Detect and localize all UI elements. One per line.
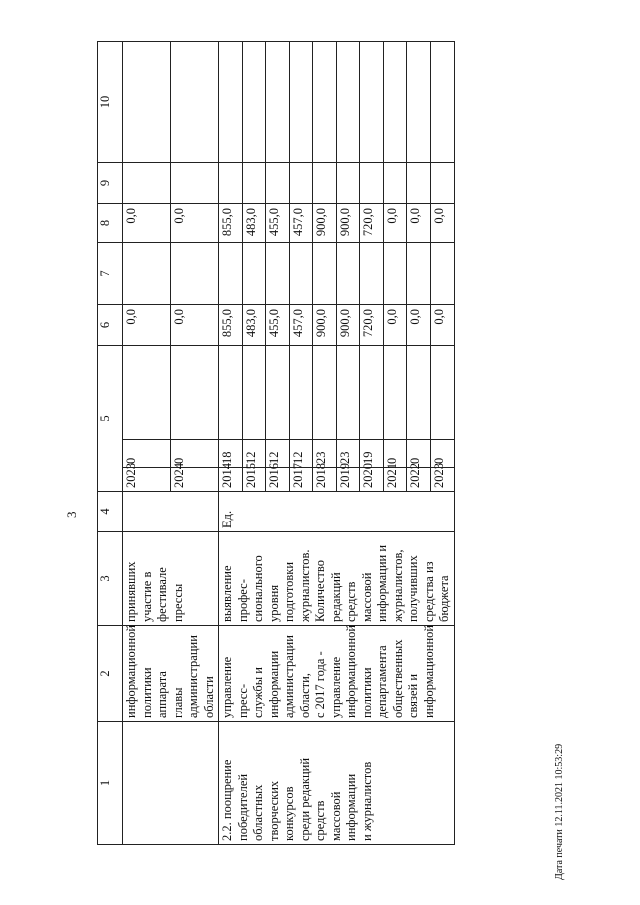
column-header-2: 2 (98, 626, 123, 722)
cell-col8: 457,0 (289, 203, 313, 242)
cell-col10 (336, 41, 360, 162)
column-header-4: 4 (98, 492, 123, 532)
cell-col8: 483,0 (242, 203, 266, 242)
cell-indicator: принявших участие в фестивале прессы (123, 532, 219, 626)
cell-spacer (336, 345, 360, 439)
cell-spacer (171, 345, 219, 439)
cell-col7 (219, 242, 243, 304)
cell-col7 (313, 242, 337, 304)
cell-value: 12 (289, 440, 313, 468)
cell-value: 0 (123, 440, 171, 468)
cell-value: 23 (313, 440, 337, 468)
cell-col9 (171, 162, 219, 203)
column-header-6: 6 (98, 304, 123, 345)
cell-spacer (289, 345, 313, 439)
cell-value: 19 (360, 440, 384, 468)
cell-col9 (313, 162, 337, 203)
column-header-10: 10 (98, 41, 123, 162)
column-header-row (98, 41, 123, 844)
budget-table (97, 41, 455, 845)
cell-col7 (289, 242, 313, 304)
cell-col7 (336, 242, 360, 304)
cell-col10 (123, 41, 171, 162)
table-row (123, 41, 171, 844)
column-header-5: 5 (98, 345, 123, 491)
cell-col10 (313, 41, 337, 162)
cell-col7 (266, 242, 290, 304)
cell-year: 2023 (430, 468, 454, 492)
column-header-8: 8 (98, 203, 123, 242)
table-row (219, 41, 243, 844)
cell-value: 18 (219, 440, 243, 468)
cell-col8: 720,0 (360, 203, 384, 242)
cell-value: 0 (407, 440, 431, 468)
column-header-1: 1 (98, 722, 123, 845)
cell-col9 (383, 162, 407, 203)
cell-col6: 483,0 (242, 304, 266, 345)
cell-col6: 0,0 (407, 304, 431, 345)
cell-year: 2024 (171, 468, 219, 492)
cell-spacer (123, 345, 171, 439)
cell-col8: 0,0 (407, 203, 431, 242)
cell-col9 (407, 162, 431, 203)
cell-col8: 855,0 (219, 203, 243, 242)
cell-year: 2020 (360, 468, 384, 492)
cell-col8: 455,0 (266, 203, 290, 242)
cell-unit-empty (123, 492, 219, 532)
cell-col10 (219, 41, 243, 162)
budget-table-rotated (97, 42, 451, 845)
cell-col10 (242, 41, 266, 162)
cell-year: 2022 (407, 468, 431, 492)
cell-year: 2021 (383, 468, 407, 492)
cell-col10 (383, 41, 407, 162)
cell-col9 (219, 162, 243, 203)
cell-col8: 900,0 (313, 203, 337, 242)
cell-col6: 0,0 (123, 304, 171, 345)
cell-col6: 0,0 (171, 304, 219, 345)
cell-year: 2017 (289, 468, 313, 492)
cell-spacer (430, 345, 454, 439)
cell-col7 (360, 242, 384, 304)
cell-year: 2015 (242, 468, 266, 492)
cell-col7 (383, 242, 407, 304)
cell-spacer (383, 345, 407, 439)
cell-col7 (171, 242, 219, 304)
cell-year: 2018 (313, 468, 337, 492)
cell-col8: 0,0 (383, 203, 407, 242)
cell-spacer (266, 345, 290, 439)
cell-spacer (407, 345, 431, 439)
column-header-7: 7 (98, 242, 123, 304)
cell-col9 (430, 162, 454, 203)
cell-col10 (266, 41, 290, 162)
cell-col6: 855,0 (219, 304, 243, 345)
cell-unit: Ед. (219, 492, 455, 532)
page-number: 3 (64, 511, 79, 518)
cell-col6: 900,0 (313, 304, 337, 345)
cell-value: 0 (171, 440, 219, 468)
cell-col9 (360, 162, 384, 203)
cell-col9 (242, 162, 266, 203)
cell-col7 (430, 242, 454, 304)
cell-col8: 900,0 (336, 203, 360, 242)
cell-year: 2019 (336, 468, 360, 492)
cell-col7 (242, 242, 266, 304)
cell-col8: 0,0 (171, 203, 219, 242)
cell-spacer (313, 345, 337, 439)
cell-col6: 720,0 (360, 304, 384, 345)
cell-col10 (407, 41, 431, 162)
cell-col7 (123, 242, 171, 304)
cell-col10 (430, 41, 454, 162)
cell-col8: 0,0 (123, 203, 171, 242)
cell-value: 12 (266, 440, 290, 468)
cell-value: 0 (430, 440, 454, 468)
cell-col6: 0,0 (383, 304, 407, 345)
cell-spacer (360, 345, 384, 439)
cell-col10 (289, 41, 313, 162)
cell-col1-empty (123, 722, 219, 845)
cell-value: 12 (242, 440, 266, 468)
cell-value: 0 (383, 440, 407, 468)
cell-col6: 900,0 (336, 304, 360, 345)
cell-year: 2016 (266, 468, 290, 492)
cell-measure: 2.2. поощрение победителей областных творческих конкурсов среди редакций средств массовой информации и журналистов (219, 722, 455, 845)
cell-col9 (266, 162, 290, 203)
column-header-3: 3 (98, 532, 123, 626)
cell-col10 (360, 41, 384, 162)
cell-col10 (171, 41, 219, 162)
cell-indicator: выявление профес- сионального уровня подготовки журналистов. Количество редакций средств массовой информации и журналистов, получивших средства из бюджета (219, 532, 455, 626)
cell-col8: 0,0 (430, 203, 454, 242)
cell-year: 2023 (123, 468, 171, 492)
cell-col9 (123, 162, 171, 203)
column-header-9: 9 (98, 162, 123, 203)
cell-col6: 457,0 (289, 304, 313, 345)
cell-year: 2014 (219, 468, 243, 492)
cell-col9 (289, 162, 313, 203)
print-date: Дата печати 12.11.2021 10:53:29 (554, 743, 565, 880)
cell-responsible: управление пресс- службы и информации администрации области, с 2017 года - управление информационной политики департамента общественных связей и информационной (219, 626, 455, 722)
cell-spacer (242, 345, 266, 439)
cell-responsible: информационной политики аппарата главы администрации области (123, 626, 219, 722)
cell-value: 23 (336, 440, 360, 468)
cell-spacer (219, 345, 243, 439)
cell-col9 (336, 162, 360, 203)
cell-col7 (407, 242, 431, 304)
cell-col6: 0,0 (430, 304, 454, 345)
cell-col6: 455,0 (266, 304, 290, 345)
